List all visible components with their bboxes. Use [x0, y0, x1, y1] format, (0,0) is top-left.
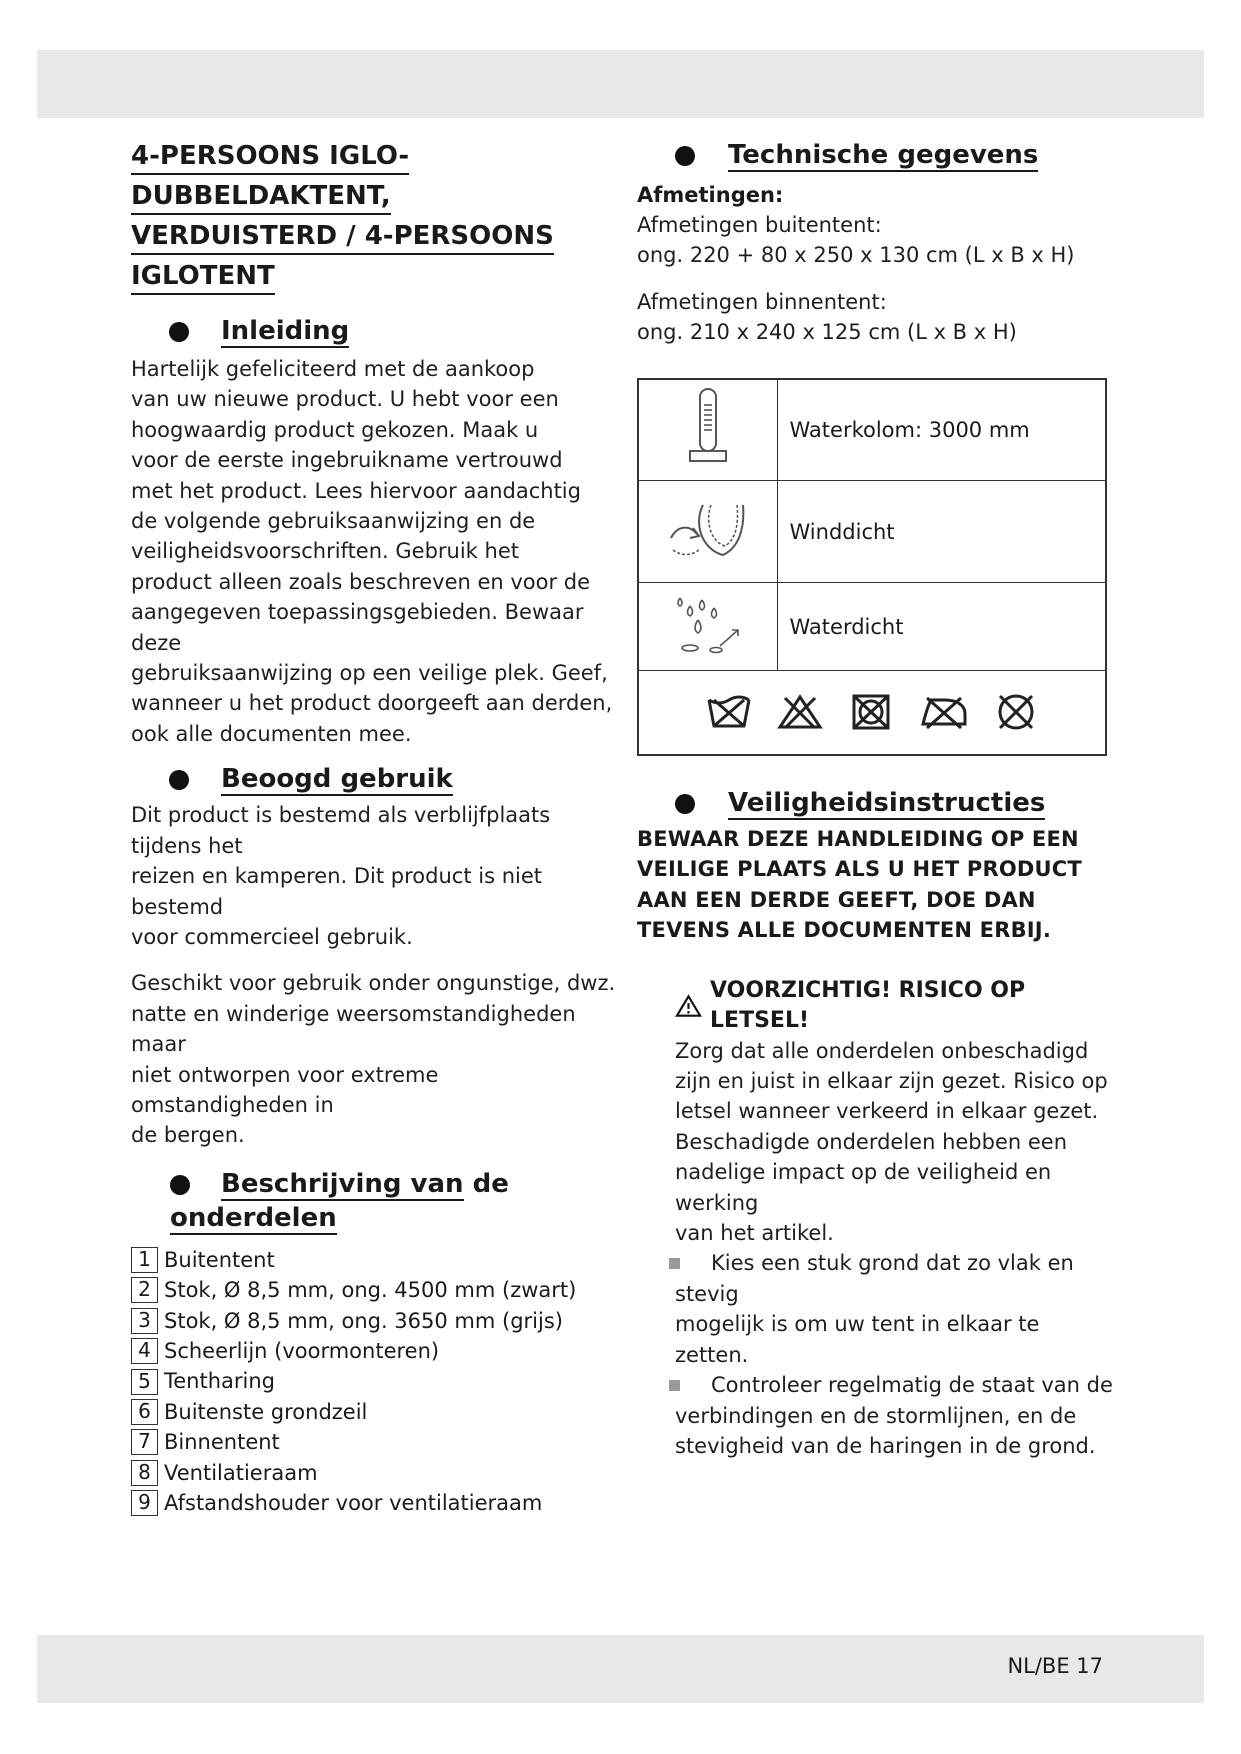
- heading-veiligheidsinstructies: [637, 786, 1117, 820]
- text-line: zijn en juist in elkaar zijn gezet. Risico op: [675, 1069, 1108, 1094]
- text-line: met het product. Lees hiervoor aandachtig: [131, 478, 581, 503]
- heading-text: Inleiding: [221, 316, 350, 346]
- table-row: [638, 583, 1106, 671]
- list-item: [131, 1336, 616, 1366]
- spec-label: Winddicht: [777, 481, 1106, 583]
- text-line: Zorg dat alle onderdelen onbeschadigd: [675, 1038, 1089, 1063]
- text-line: letsel wanneer verkeerd in elkaar gezet.: [675, 1099, 1099, 1124]
- text-line: reizen en kamperen. Dit product is niet bestemd: [131, 864, 542, 919]
- warning-title: [675, 976, 1117, 1036]
- use-paragraph-1: [131, 800, 616, 952]
- heading-text: Beschrijving van: [221, 1168, 464, 1199]
- heading-technische-gegevens: [637, 138, 1117, 172]
- right-column: [637, 138, 1117, 1461]
- bullet-dot-icon: [675, 794, 695, 814]
- part-number: 1: [131, 1247, 158, 1273]
- text-line: van het artikel.: [675, 1221, 834, 1246]
- bullet-item: Controleer regelmatig de staat van de: [675, 1370, 1117, 1400]
- text-line: product alleen zoals beschreven en voor de: [131, 569, 591, 594]
- list-item: [131, 1458, 616, 1488]
- list-item: [131, 1427, 616, 1457]
- square-bullet-icon: [669, 1258, 680, 1269]
- text-line: voor commercieel gebruik.: [131, 924, 413, 949]
- text-line: de volgende gebruiksaanwijzing en de: [131, 509, 536, 534]
- part-label: Scheerlijn (voormonteren): [164, 1338, 440, 1363]
- list-item: [131, 1488, 616, 1518]
- heading-text: Beoogd gebruik: [221, 764, 453, 795]
- heading-beoogd-gebruik: [131, 762, 616, 796]
- heading-text: de: [463, 1168, 509, 1199]
- spec-label: Waterkolom: 3000 mm: [777, 379, 1106, 481]
- text-line: Dit product is bestemd als verblijfplaats tijdens het: [131, 803, 551, 858]
- part-label: Binnentent: [164, 1430, 280, 1455]
- bullet-dot-icon: [170, 1175, 190, 1195]
- text-line: wanneer u het product doorgeeft aan derden,: [131, 691, 613, 716]
- do-not-dry-clean-icon: [994, 692, 1038, 732]
- care-symbols: [638, 671, 1106, 755]
- text-line: van uw nieuwe product. U hebt voor een: [131, 387, 559, 412]
- part-label: Stok, Ø 8,5 mm, ong. 4500 mm (zwart): [164, 1278, 577, 1303]
- square-bullet-icon: [669, 1380, 680, 1391]
- parts-list: [131, 1245, 616, 1519]
- title-line: VERDUISTERD / 4-PERSOONS: [131, 221, 554, 255]
- do-not-bleach-icon: [777, 694, 823, 730]
- table-row: [638, 671, 1106, 755]
- text-line: stevigheid van de haringen in de grond.: [675, 1433, 1096, 1458]
- windproof-icon: [638, 481, 777, 583]
- text-line: aangegeven toepassingsgebieden. Bewaar deze: [131, 600, 584, 655]
- bullet-dot-icon: [169, 322, 189, 342]
- list-item: [131, 1306, 616, 1336]
- part-number: 8: [131, 1460, 158, 1486]
- heading-beschrijving: [131, 1167, 616, 1235]
- text-line: Beschadigde onderdelen hebben een: [675, 1129, 1068, 1154]
- dimensions-subheading: Afmetingen:: [637, 183, 784, 207]
- text-line: TEVENS ALLE DOCUMENTEN ERBIJ.: [637, 918, 1051, 943]
- inner-tent-label: Afmetingen binnentent:: [637, 289, 887, 314]
- text-line: AAN EEN DERDE GEEFT, DOE DAN: [637, 887, 1036, 912]
- outer-tent-dimensions: ong. 220 + 80 x 250 x 130 cm (L x B x H): [637, 243, 1075, 268]
- spec-label: Waterdicht: [777, 583, 1106, 671]
- outer-tent-label: Afmetingen buitentent:: [637, 213, 882, 237]
- page-number: NL/BE 17: [1007, 1654, 1103, 1678]
- part-number: 2: [131, 1277, 158, 1303]
- waterproof-icon: [638, 583, 777, 671]
- do-not-wash-icon: [706, 694, 752, 730]
- text-line: niet ontworpen voor extreme omstandigheden in: [131, 1062, 439, 1117]
- text-line: verbindingen en de stormlijnen, en de: [675, 1403, 1077, 1428]
- part-label: Tentharing: [164, 1369, 276, 1394]
- text-line: VEILIGE PLAATS ALS U HET PRODUCT: [637, 857, 1082, 882]
- part-number: 7: [131, 1429, 158, 1455]
- part-label: Buitentent: [164, 1247, 275, 1272]
- text-line: gebruiksaanwijzing op een veilige plek. Geef,: [131, 661, 608, 686]
- title-line: IGLOTENT: [131, 261, 275, 295]
- heading-text: onderdelen: [170, 1202, 337, 1233]
- list-item: [131, 1366, 616, 1396]
- warning-block: [675, 976, 1117, 1462]
- warning-title-text: VOORZICHTIG! RISICO OP LETSEL!: [710, 977, 1026, 1033]
- text-line: de bergen.: [131, 1123, 245, 1148]
- spec-table: [637, 378, 1107, 756]
- document-title: [131, 138, 616, 298]
- bullet-dot-icon: [169, 770, 189, 790]
- part-number: 4: [131, 1338, 158, 1364]
- text-line: hoogwaardig product gekozen. Maak u: [131, 417, 539, 442]
- text-line: mogelijk is om uw tent in elkaar te zetten.: [675, 1312, 1040, 1367]
- do-not-tumble-dry-icon: [848, 694, 894, 730]
- do-not-iron-icon: [919, 694, 969, 730]
- part-number: 3: [131, 1308, 158, 1334]
- bullet-item: Kies een stuk grond dat zo vlak en stevig: [675, 1248, 1117, 1309]
- header-band: [37, 50, 1204, 118]
- left-column: [131, 138, 616, 1518]
- table-row: [638, 481, 1106, 583]
- list-item: [131, 1245, 616, 1275]
- part-label: Afstandshouder voor ventilatieraam: [164, 1491, 543, 1515]
- list-item: [131, 1397, 616, 1427]
- heading-text: Veiligheidsinstructies: [728, 787, 1046, 818]
- part-number: 9: [131, 1490, 158, 1516]
- water-column-icon: [638, 379, 777, 481]
- part-number: 6: [131, 1399, 158, 1425]
- part-label: Ventilatieraam: [164, 1460, 318, 1485]
- table-row: [638, 379, 1106, 481]
- heading-inleiding: [131, 314, 616, 348]
- part-label: Buitenste grondzeil: [164, 1399, 368, 1424]
- text-line: natte en winderige weersomstandigheden maar: [131, 1001, 576, 1057]
- title-line: DUBBELDAKTENT,: [131, 181, 391, 215]
- heading-text: Technische gegevens: [728, 140, 1039, 170]
- text-line: voor de eerste ingebruikname vertrouwd: [131, 448, 563, 473]
- part-number: 5: [131, 1369, 158, 1395]
- inner-tent-dimensions: ong. 210 x 240 x 125 cm (L x B x H): [637, 320, 1017, 345]
- list-item: [131, 1275, 616, 1305]
- text-line: Geschikt voor gebruik onder ongunstige, dwz.: [131, 971, 616, 996]
- title-line: 4-PERSOONS IGLO-: [131, 141, 409, 175]
- text-line: BEWAAR DEZE HANDLEIDING OP EEN: [637, 826, 1079, 851]
- warning-triangle-icon: [675, 994, 702, 1018]
- safety-notice: [637, 824, 1117, 946]
- text-line: veiligheidsvoorschriften. Gebruik het: [131, 539, 519, 564]
- use-paragraph-2: [131, 968, 616, 1150]
- part-label: Stok, Ø 8,5 mm, ong. 3650 mm (grijs): [164, 1308, 563, 1333]
- intro-paragraph: [131, 354, 616, 749]
- bullet-dot-icon: [675, 146, 695, 166]
- text-line: Hartelijk gefeliciteerd met de aankoop: [131, 357, 535, 381]
- text-line: ook alle documenten mee.: [131, 721, 412, 746]
- text-line: nadelige impact op de veiligheid en werking: [675, 1160, 1052, 1215]
